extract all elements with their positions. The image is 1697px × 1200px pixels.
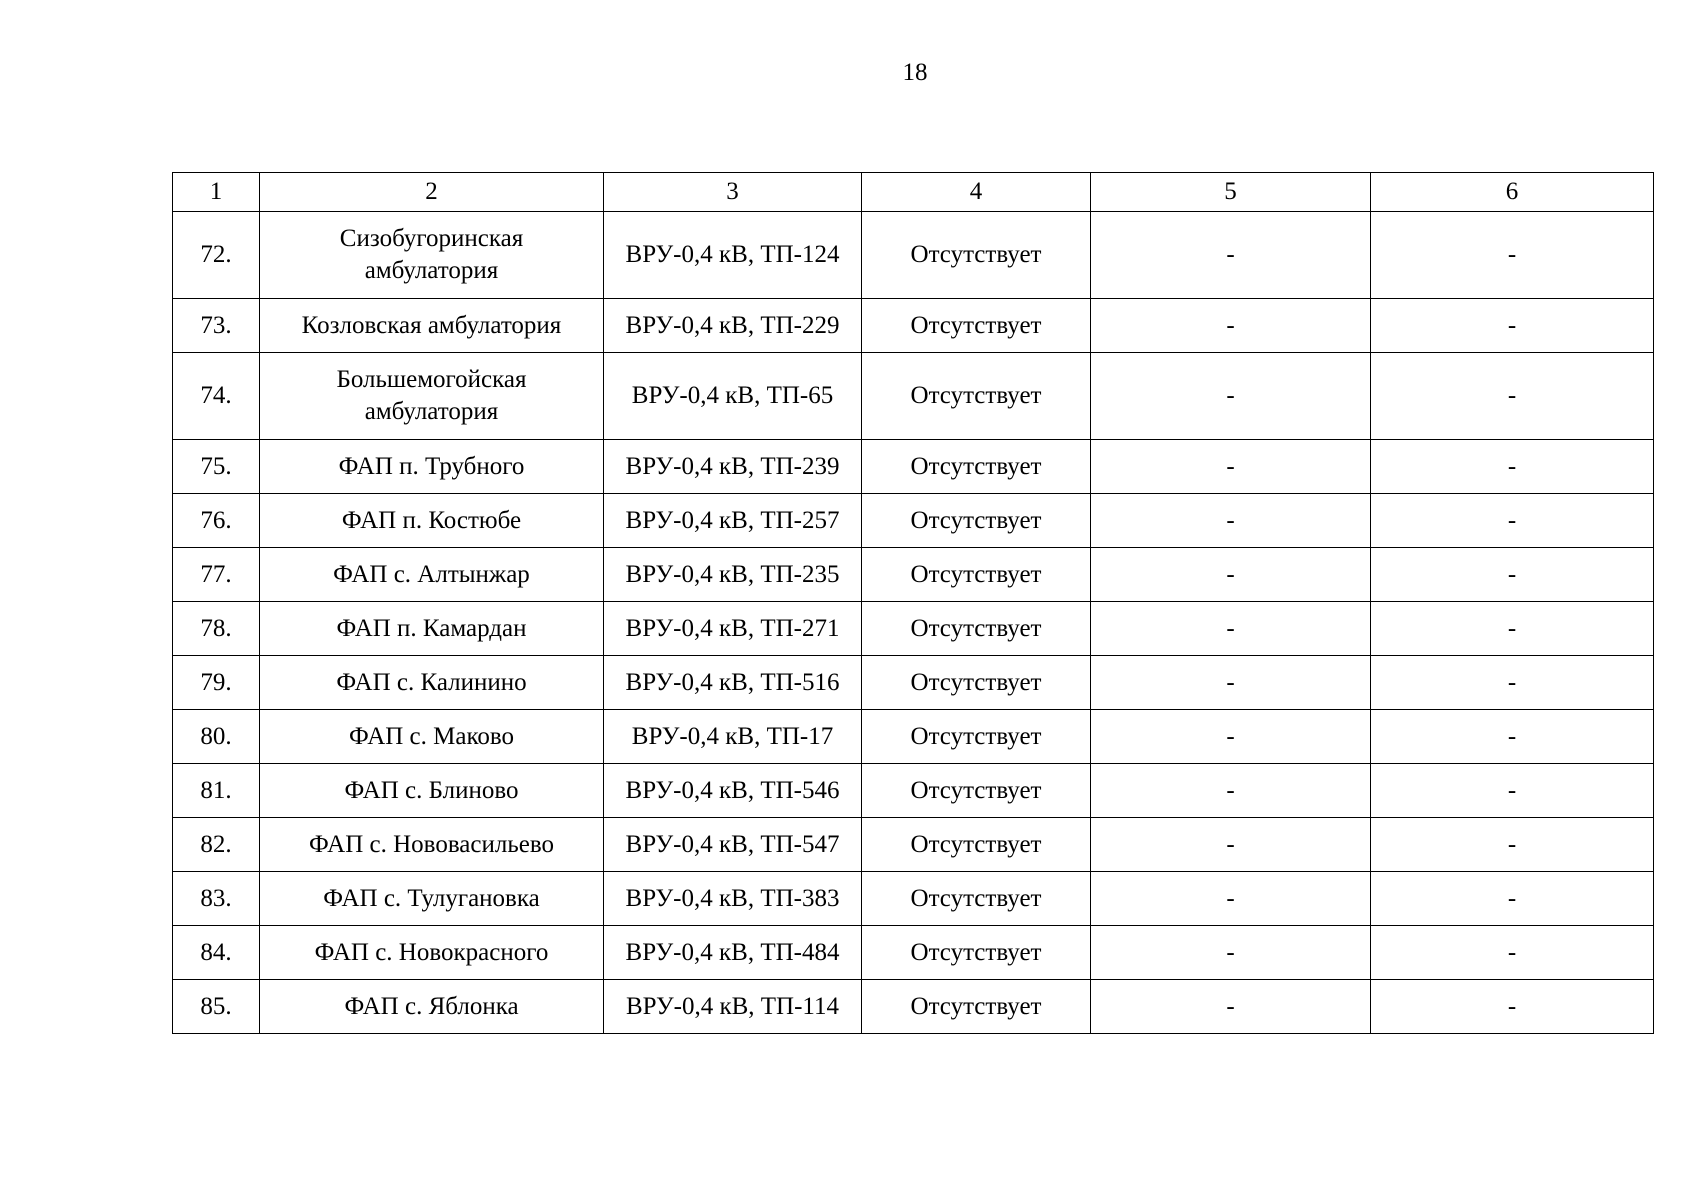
table-body <box>173 212 1654 1034</box>
row-number-cell: 77. <box>173 548 260 602</box>
column-5-cell: - <box>1091 656 1371 710</box>
column-5-cell: - <box>1091 980 1371 1034</box>
power-source-cell: ВРУ-0,4 кВ, ТП-257 <box>604 494 862 548</box>
column-5-cell: - <box>1091 926 1371 980</box>
column-6-cell: - <box>1371 872 1654 926</box>
table-row <box>173 980 1654 1034</box>
facility-name-cell: ФАП с. Калинино <box>260 656 604 710</box>
table-row <box>173 440 1654 494</box>
row-number-cell: 84. <box>173 926 260 980</box>
column-6-cell: - <box>1371 656 1654 710</box>
column-5-cell: - <box>1091 818 1371 872</box>
row-number-cell: 78. <box>173 602 260 656</box>
status-cell: Отсутствует <box>862 980 1091 1034</box>
facility-name-cell: ФАП с. Блиново <box>260 764 604 818</box>
column-5-cell: - <box>1091 494 1371 548</box>
power-source-cell: ВРУ-0,4 кВ, ТП-65 <box>604 353 862 440</box>
status-cell: Отсутствует <box>862 212 1091 299</box>
status-cell: Отсутствует <box>862 548 1091 602</box>
power-source-cell: ВРУ-0,4 кВ, ТП-271 <box>604 602 862 656</box>
column-6-cell: - <box>1371 212 1654 299</box>
row-number-cell: 72. <box>173 212 260 299</box>
column-6-cell: - <box>1371 764 1654 818</box>
table-row <box>173 494 1654 548</box>
facility-name-cell: ФАП с. Яблонка <box>260 980 604 1034</box>
facility-name-cell: ФАП с. Маково <box>260 710 604 764</box>
facility-name-cell <box>260 353 604 440</box>
table-row <box>173 353 1654 440</box>
facility-name-text: Большемогойская амбулатория <box>336 366 527 425</box>
status-cell: Отсутствует <box>862 440 1091 494</box>
status-cell: Отсутствует <box>862 710 1091 764</box>
table-row <box>173 299 1654 353</box>
column-header: 5 <box>1091 173 1371 212</box>
column-header: 1 <box>173 173 260 212</box>
power-source-cell: ВРУ-0,4 кВ, ТП-546 <box>604 764 862 818</box>
facility-name-cell: ФАП п. Костюбе <box>260 494 604 548</box>
column-header: 2 <box>260 173 604 212</box>
table-row <box>173 872 1654 926</box>
page-number: 18 <box>902 59 928 86</box>
facility-name-cell: ФАП с. Новокрасного <box>260 926 604 980</box>
power-source-cell: ВРУ-0,4 кВ, ТП-547 <box>604 818 862 872</box>
status-cell: Отсутствует <box>862 926 1091 980</box>
facility-name-text: Сизобугоринская амбулатория <box>339 225 524 284</box>
power-source-cell: ВРУ-0,4 кВ, ТП-516 <box>604 656 862 710</box>
table-row <box>173 602 1654 656</box>
column-5-cell: - <box>1091 299 1371 353</box>
status-cell: Отсутствует <box>862 656 1091 710</box>
facility-name-cell: ФАП с. Тулугановка <box>260 872 604 926</box>
table-row <box>173 710 1654 764</box>
row-number-cell: 76. <box>173 494 260 548</box>
row-number-cell: 83. <box>173 872 260 926</box>
column-6-cell: - <box>1371 818 1654 872</box>
column-5-cell: - <box>1091 212 1371 299</box>
column-6-cell: - <box>1371 548 1654 602</box>
column-6-cell: - <box>1371 440 1654 494</box>
status-cell: Отсутствует <box>862 764 1091 818</box>
row-number-cell: 81. <box>173 764 260 818</box>
power-source-cell: ВРУ-0,4 кВ, ТП-484 <box>604 926 862 980</box>
facility-name-cell <box>260 212 604 299</box>
status-cell: Отсутствует <box>862 299 1091 353</box>
facility-name-cell: ФАП с. Алтынжар <box>260 548 604 602</box>
power-source-cell: ВРУ-0,4 кВ, ТП-239 <box>604 440 862 494</box>
power-source-cell: ВРУ-0,4 кВ, ТП-235 <box>604 548 862 602</box>
column-5-cell: - <box>1091 602 1371 656</box>
facility-name-cell: ФАП п. Трубного <box>260 440 604 494</box>
column-6-cell: - <box>1371 299 1654 353</box>
table-header-row <box>173 173 1654 212</box>
power-source-cell: ВРУ-0,4 кВ, ТП-383 <box>604 872 862 926</box>
status-cell: Отсутствует <box>862 602 1091 656</box>
column-6-cell: - <box>1371 602 1654 656</box>
column-6-cell: - <box>1371 710 1654 764</box>
facility-name-cell: ФАП с. Нововасильево <box>260 818 604 872</box>
column-5-cell: - <box>1091 353 1371 440</box>
column-6-cell: - <box>1371 353 1654 440</box>
table-row <box>173 764 1654 818</box>
table-row <box>173 926 1654 980</box>
table-row <box>173 656 1654 710</box>
row-number-cell: 79. <box>173 656 260 710</box>
column-header: 4 <box>862 173 1091 212</box>
status-cell: Отсутствует <box>862 494 1091 548</box>
column-6-cell: - <box>1371 980 1654 1034</box>
facilities-table <box>172 172 1654 1034</box>
power-source-cell: ВРУ-0,4 кВ, ТП-114 <box>604 980 862 1034</box>
row-number-cell: 85. <box>173 980 260 1034</box>
status-cell: Отсутствует <box>862 818 1091 872</box>
power-source-cell: ВРУ-0,4 кВ, ТП-124 <box>604 212 862 299</box>
column-5-cell: - <box>1091 764 1371 818</box>
table-row <box>173 548 1654 602</box>
row-number-cell: 73. <box>173 299 260 353</box>
column-5-cell: - <box>1091 710 1371 764</box>
row-number-cell: 82. <box>173 818 260 872</box>
row-number-cell: 80. <box>173 710 260 764</box>
facility-name-cell: ФАП п. Камардан <box>260 602 604 656</box>
column-5-cell: - <box>1091 440 1371 494</box>
column-5-cell: - <box>1091 872 1371 926</box>
power-source-cell: ВРУ-0,4 кВ, ТП-17 <box>604 710 862 764</box>
column-header: 6 <box>1371 173 1654 212</box>
power-source-cell: ВРУ-0,4 кВ, ТП-229 <box>604 299 862 353</box>
column-header: 3 <box>604 173 862 212</box>
status-cell: Отсутствует <box>862 872 1091 926</box>
facility-name-cell: Козловская амбулатория <box>260 299 604 353</box>
table-row <box>173 212 1654 299</box>
table-row <box>173 818 1654 872</box>
column-5-cell: - <box>1091 548 1371 602</box>
row-number-cell: 75. <box>173 440 260 494</box>
row-number-cell: 74. <box>173 353 260 440</box>
column-6-cell: - <box>1371 926 1654 980</box>
column-6-cell: - <box>1371 494 1654 548</box>
status-cell: Отсутствует <box>862 353 1091 440</box>
